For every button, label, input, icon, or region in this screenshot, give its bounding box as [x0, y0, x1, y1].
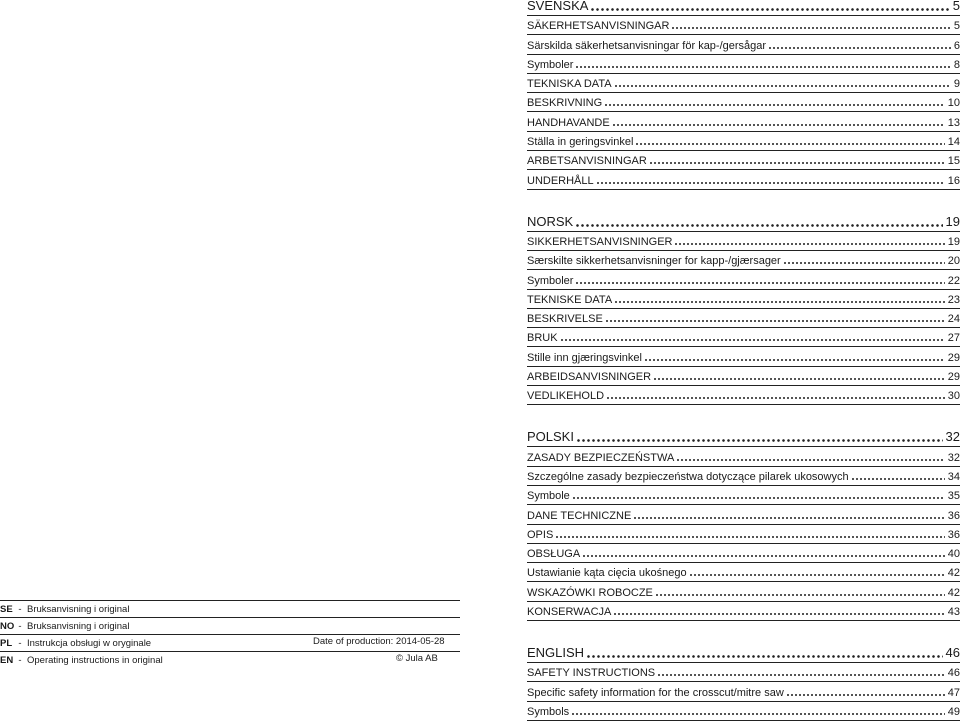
toc-entry[interactable]	[527, 328, 960, 347]
toc-title: SVENSKA	[527, 0, 589, 13]
language-code: NO	[0, 620, 15, 632]
toc-title: SIKKERHETSANVISNINGER	[527, 235, 673, 248]
toc-leader	[614, 83, 951, 89]
toc-page: 36	[947, 509, 960, 522]
toc-page: 36	[947, 528, 960, 541]
section-gap	[527, 621, 960, 641]
toc-entry[interactable]	[527, 467, 960, 486]
toc-entry[interactable]	[527, 563, 960, 582]
toc-leader	[674, 241, 944, 247]
toc-page: 16	[947, 174, 960, 187]
toc-leader	[671, 25, 950, 31]
toc-entry[interactable]	[527, 602, 960, 621]
language-code: SE	[0, 603, 13, 615]
toc-page: 40	[947, 548, 960, 561]
toc-page: 22	[947, 274, 960, 287]
toc-leader	[612, 122, 945, 128]
toc-entry[interactable]	[527, 702, 960, 721]
toc-title: SÄKERHETSANVISNINGAR	[527, 20, 670, 33]
toc-section-english[interactable]	[527, 641, 960, 663]
language-code: PL	[0, 637, 13, 649]
toc-entry[interactable]	[527, 663, 960, 682]
toc-entry[interactable]	[527, 151, 960, 170]
toc-page: 49	[947, 705, 960, 718]
toc-title: Specific safety information for the crosscut/mitre saw	[527, 686, 784, 699]
toc-title: HANDHAVANDE	[527, 116, 610, 129]
section-gap	[527, 190, 960, 210]
toc-title: Ustawianie kąta cięcia ukośnego	[527, 567, 687, 580]
toc-entry[interactable]	[527, 290, 960, 309]
toc-leader	[614, 299, 945, 305]
toc-entry[interactable]	[527, 55, 960, 74]
toc-title: Ställa in geringsvinkel	[527, 136, 634, 149]
toc-page: 15	[947, 155, 960, 168]
toc-entry[interactable]	[527, 682, 960, 701]
toc-leader	[649, 160, 945, 166]
toc-entry[interactable]	[527, 170, 960, 189]
toc-title: Særskilte sikkerhetsanvisninger for kapp-/gjærsager	[527, 255, 781, 268]
toc-leader	[635, 141, 944, 147]
toc-page: 35	[947, 490, 960, 503]
table-of-contents	[527, 0, 960, 721]
toc-page: 19	[945, 213, 960, 229]
toc-title: KONSERWACJA	[527, 606, 612, 619]
language-desc: Bruksanvisning i original	[27, 603, 130, 615]
toc-page: 29	[947, 371, 960, 384]
toc-entry[interactable]	[527, 112, 960, 131]
toc-page: 46	[947, 667, 960, 680]
toc-page: 24	[947, 313, 960, 326]
toc-entry[interactable]	[527, 386, 960, 405]
toc-leader	[653, 376, 945, 382]
toc-entry[interactable]	[527, 347, 960, 366]
section-gap	[527, 405, 960, 425]
toc-page: 5	[952, 0, 960, 13]
toc-title: BESKRIVNING	[527, 97, 603, 110]
toc-page: 42	[947, 567, 960, 580]
language-row-en	[0, 651, 460, 668]
toc-entry[interactable]	[527, 132, 960, 151]
toc-title: NORSK	[527, 213, 574, 229]
toc-title: Symboler	[527, 274, 574, 287]
toc-page: 47	[947, 686, 960, 699]
toc-title: OPIS	[527, 528, 554, 541]
toc-leader	[644, 357, 945, 363]
toc-leader	[575, 280, 944, 286]
toc-page: 34	[947, 470, 960, 483]
toc-leader	[606, 395, 945, 401]
toc-title: BESKRIVELSE	[527, 313, 603, 326]
toc-entry[interactable]	[527, 525, 960, 544]
toc-page: 23	[947, 293, 960, 306]
toc-section-polski[interactable]	[527, 425, 960, 447]
toc-leader	[613, 611, 944, 617]
toc-leader	[590, 6, 949, 12]
toc-leader	[555, 534, 944, 540]
toc-title: Symboler	[527, 58, 574, 71]
toc-title: TEKNISKE DATA	[527, 293, 613, 306]
separator: -	[18, 654, 22, 666]
toc-page: 29	[947, 351, 960, 364]
toc-entry[interactable]	[527, 505, 960, 524]
toc-entry[interactable]	[527, 486, 960, 505]
toc-page: 46	[945, 645, 960, 661]
language-desc: Operating instructions in original	[27, 654, 163, 666]
toc-title: POLSKI	[527, 429, 574, 445]
toc-entry[interactable]	[527, 544, 960, 563]
toc-title: BRUK	[527, 332, 558, 345]
toc-entry[interactable]	[527, 447, 960, 466]
toc-leader	[655, 592, 945, 598]
toc-entry[interactable]	[527, 270, 960, 289]
toc-leader	[676, 457, 944, 463]
toc-leader	[586, 653, 942, 659]
toc-page: 13	[947, 116, 960, 129]
language-desc: Instrukcja obsługi w oryginale	[27, 637, 152, 649]
toc-title: Stille inn gjæringsvinkel	[527, 351, 642, 364]
toc-title: OBSŁUGA	[527, 548, 581, 561]
toc-page: 27	[947, 332, 960, 345]
toc-title: DANE TECHNICZNE	[527, 509, 632, 522]
toc-leader	[575, 64, 950, 70]
toc-title: VEDLIKEHOLD	[527, 390, 605, 403]
toc-page: 42	[947, 586, 960, 599]
toc-title: ARBETSANVISNINGAR	[527, 155, 647, 168]
toc-page: 20	[947, 255, 960, 268]
toc-entry[interactable]	[527, 309, 960, 328]
toc-title: WSKAZÓWKI ROBOCZE	[527, 586, 653, 599]
separator: -	[18, 620, 22, 632]
language-row-no	[0, 617, 460, 634]
toc-page: 19	[947, 235, 960, 248]
toc-leader	[605, 318, 945, 324]
toc-entry[interactable]	[527, 251, 960, 270]
toc-entry[interactable]	[527, 35, 960, 54]
toc-leader	[576, 437, 943, 443]
toc-entry[interactable]	[527, 16, 960, 35]
toc-leader	[633, 515, 944, 521]
toc-title: Szczególne zasady bezpieczeństwa dotyczące pilarek ukosowych	[527, 470, 849, 483]
language-desc: Bruksanvisning i original	[27, 620, 130, 632]
toc-leader	[657, 672, 945, 678]
toc-leader	[582, 553, 945, 559]
toc-title: Symbols	[527, 705, 570, 718]
toc-title: ZASADY BEZPIECZEŃSTWA	[527, 451, 675, 464]
toc-section-svenska[interactable]	[527, 0, 960, 16]
toc-leader	[783, 260, 945, 266]
toc-page: 32	[945, 429, 960, 445]
toc-page: 32	[947, 451, 960, 464]
toc-page: 5	[953, 20, 960, 33]
toc-title: Symbole	[527, 490, 570, 503]
language-list	[0, 600, 460, 668]
toc-page: 10	[947, 97, 960, 110]
toc-page: 6	[953, 39, 960, 52]
toc-leader	[572, 495, 945, 501]
toc-page: 14	[947, 136, 960, 149]
toc-title: ARBEIDSANVISNINGER	[527, 371, 652, 384]
toc-leader	[689, 572, 945, 578]
language-row-se	[0, 600, 460, 617]
toc-entry[interactable]	[527, 232, 960, 251]
separator: -	[18, 637, 22, 649]
production-date: Date of production: 2014-05-28	[313, 636, 445, 647]
toc-leader	[604, 102, 945, 108]
toc-entry[interactable]	[527, 93, 960, 112]
separator: -	[18, 603, 22, 615]
toc-title: ENGLISH	[527, 645, 585, 661]
toc-page: 9	[953, 78, 960, 91]
language-code: EN	[0, 654, 14, 666]
toc-section-norsk[interactable]	[527, 210, 960, 232]
toc-page: 43	[947, 606, 960, 619]
toc-page: 30	[947, 390, 960, 403]
toc-leader	[768, 45, 951, 51]
toc-entry[interactable]	[527, 74, 960, 93]
toc-title: Särskilda säkerhetsanvisningar för kap-/gersågar	[527, 39, 767, 52]
copyright: © Jula AB	[396, 653, 438, 664]
toc-title: UNDERHÅLL	[527, 174, 594, 187]
toc-leader	[571, 711, 945, 717]
toc-leader	[560, 337, 945, 343]
toc-entry[interactable]	[527, 582, 960, 601]
toc-entry[interactable]	[527, 367, 960, 386]
toc-title: SAFETY INSTRUCTIONS	[527, 667, 656, 680]
toc-leader	[596, 180, 945, 186]
toc-leader	[851, 476, 945, 482]
toc-title: TEKNISKA DATA	[527, 78, 612, 91]
toc-page: 8	[953, 58, 960, 71]
toc-leader	[575, 222, 942, 228]
toc-leader	[786, 692, 945, 698]
